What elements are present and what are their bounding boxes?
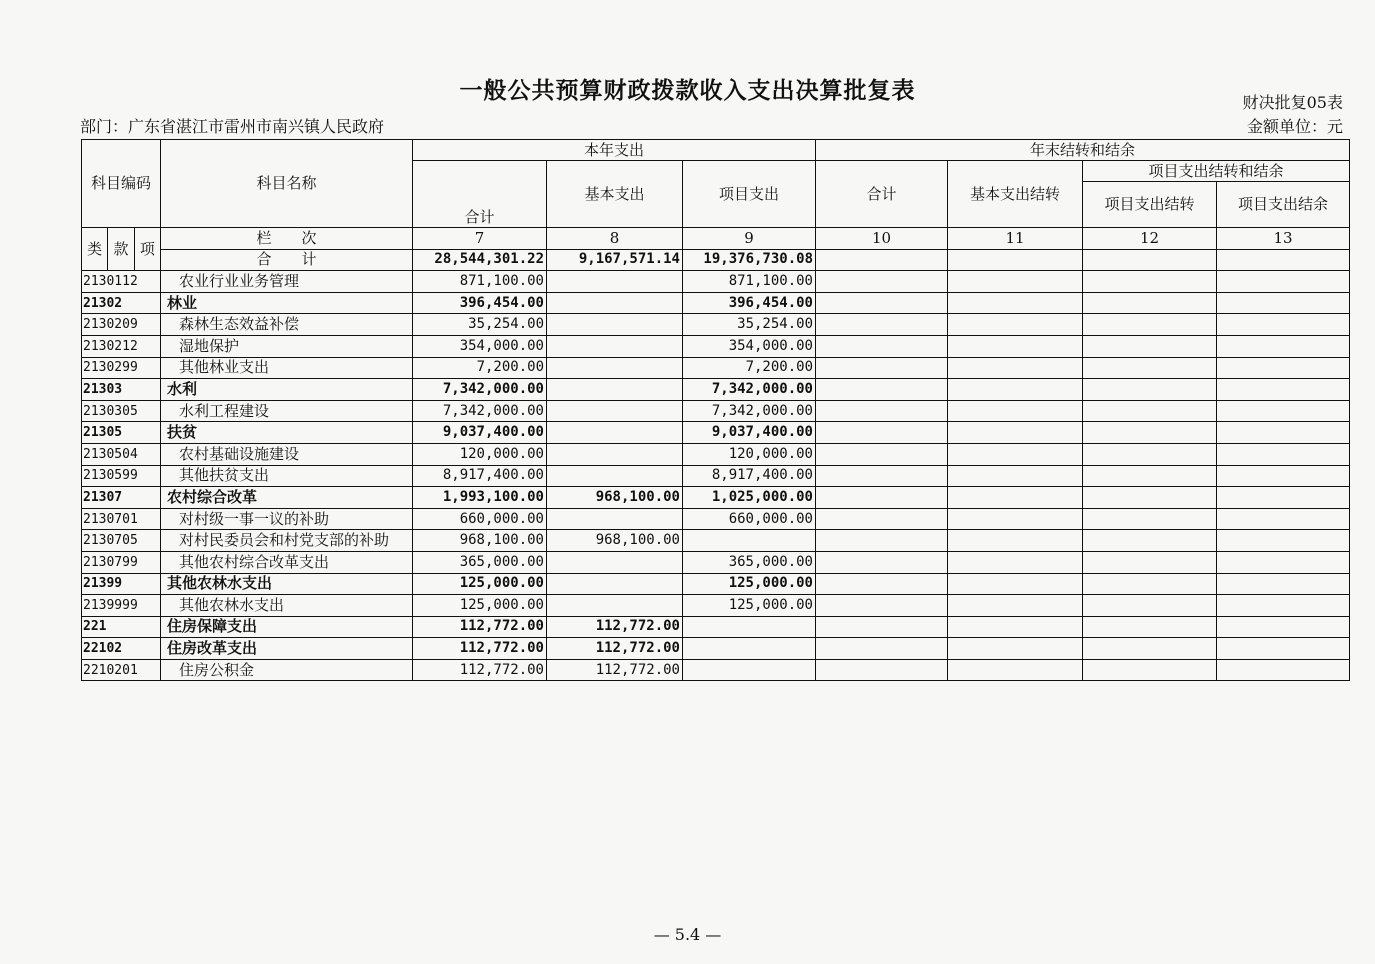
row-total: 1,993,100.00 xyxy=(413,487,547,509)
department-label: 部门：广东省湛江市雷州市南兴镇人民政府 xyxy=(80,117,385,136)
budget-table xyxy=(81,139,1350,681)
row-basic xyxy=(547,465,683,487)
row-ye-surplus xyxy=(1217,379,1350,401)
row-total: 120,000.00 xyxy=(413,443,547,465)
row-ye-basic xyxy=(948,595,1083,617)
grand-total-basic: 9,167,571.14 xyxy=(547,249,683,271)
lei-label: 类 xyxy=(82,228,108,270)
page-title: 一般公共预算财政拨款收入支出决算批复表 xyxy=(459,77,916,104)
row-ye-total xyxy=(816,271,948,293)
row-project: 365,000.00 xyxy=(683,551,816,573)
row-total: 9,037,400.00 xyxy=(413,422,547,444)
row-ye-total xyxy=(816,530,948,552)
row-total: 660,000.00 xyxy=(413,508,547,530)
row-ye-carry xyxy=(1083,638,1217,660)
row-ye-total xyxy=(816,508,948,530)
row-ye-total xyxy=(816,487,948,509)
amount-unit-label: 金额单位：元 xyxy=(1246,117,1343,136)
row-project: 9,037,400.00 xyxy=(683,422,816,444)
row-ye-carry xyxy=(1083,616,1217,638)
row-total: 35,254.00 xyxy=(413,314,547,336)
row-ye-total xyxy=(816,659,948,681)
row-ye-carry xyxy=(1083,422,1217,444)
row-name: 住房改革支出 xyxy=(161,638,413,660)
grand-total-ye-carry xyxy=(1083,249,1217,271)
row-ye-surplus xyxy=(1217,400,1350,422)
col-number-12: 12 xyxy=(1083,228,1217,250)
row-ye-surplus xyxy=(1217,335,1350,357)
row-name: 水利工程建设 xyxy=(161,400,413,422)
row-ye-carry xyxy=(1083,335,1217,357)
row-name: 对村民委员会和村党支部的补助 xyxy=(161,530,413,552)
row-name: 对村级一事一议的补助 xyxy=(161,508,413,530)
row-project xyxy=(683,659,816,681)
row-name: 水利 xyxy=(161,379,413,401)
lanci-label: 栏 次 xyxy=(161,228,413,250)
row-project: 354,000.00 xyxy=(683,335,816,357)
table-row xyxy=(82,616,1350,638)
row-ye-total xyxy=(816,335,948,357)
row-basic xyxy=(547,357,683,379)
row-name: 其他农村综合改革支出 xyxy=(161,551,413,573)
row-ye-surplus xyxy=(1217,573,1350,595)
row-code: 22102 xyxy=(82,638,161,660)
row-project: 1,025,000.00 xyxy=(683,487,816,509)
row-ye-surplus xyxy=(1217,638,1350,660)
row-basic xyxy=(547,335,683,357)
row-project: 125,000.00 xyxy=(683,573,816,595)
row-ye-surplus xyxy=(1217,616,1350,638)
row-project xyxy=(683,530,816,552)
row-code: 2130305 xyxy=(82,400,161,422)
row-ye-basic xyxy=(948,616,1083,638)
row-ye-surplus xyxy=(1217,551,1350,573)
row-project: 7,200.00 xyxy=(683,357,816,379)
row-total: 968,100.00 xyxy=(413,530,547,552)
row-total: 8,917,400.00 xyxy=(413,465,547,487)
row-project: 35,254.00 xyxy=(683,314,816,336)
row-ye-surplus xyxy=(1217,292,1350,314)
col-number-8: 8 xyxy=(547,228,683,250)
row-ye-basic xyxy=(948,551,1083,573)
row-ye-total xyxy=(816,595,948,617)
row-ye-carry xyxy=(1083,508,1217,530)
row-total: 7,200.00 xyxy=(413,357,547,379)
row-ye-carry xyxy=(1083,292,1217,314)
row-total: 125,000.00 xyxy=(413,595,547,617)
row-code: 21303 xyxy=(82,379,161,401)
row-ye-basic xyxy=(948,400,1083,422)
lei-kuan-xiang xyxy=(82,228,161,271)
table-row xyxy=(82,400,1350,422)
row-ye-surplus xyxy=(1217,422,1350,444)
row-code: 2130299 xyxy=(82,357,161,379)
row-ye-surplus xyxy=(1217,508,1350,530)
row-ye-carry xyxy=(1083,551,1217,573)
row-code: 2130701 xyxy=(82,508,161,530)
row-ye-total xyxy=(816,422,948,444)
row-ye-carry xyxy=(1083,659,1217,681)
row-ye-total xyxy=(816,379,948,401)
row-name: 其他农林水支出 xyxy=(161,595,413,617)
row-ye-basic xyxy=(948,508,1083,530)
row-ye-surplus xyxy=(1217,443,1350,465)
row-ye-carry xyxy=(1083,530,1217,552)
row-total: 354,000.00 xyxy=(413,335,547,357)
page-number: — 5.4 — xyxy=(653,925,722,944)
header-basic: 基本支出 xyxy=(547,161,683,228)
row-basic xyxy=(547,551,683,573)
row-ye-carry xyxy=(1083,487,1217,509)
row-ye-surplus xyxy=(1217,659,1350,681)
row-basic: 968,100.00 xyxy=(547,530,683,552)
row-basic xyxy=(547,314,683,336)
row-code: 2130799 xyxy=(82,551,161,573)
row-code: 21399 xyxy=(82,573,161,595)
row-code: 2139999 xyxy=(82,595,161,617)
xiang-label: 项 xyxy=(139,239,155,258)
row-basic xyxy=(547,508,683,530)
col-number-7: 7 xyxy=(413,228,547,250)
grand-total-ye-basic xyxy=(948,249,1083,271)
row-ye-carry xyxy=(1083,314,1217,336)
header-name: 科目名称 xyxy=(161,140,413,228)
row-ye-basic xyxy=(948,422,1083,444)
row-code: 2130705 xyxy=(82,530,161,552)
header-year-end: 年末结转和结余 xyxy=(816,140,1350,161)
row-ye-total xyxy=(816,292,948,314)
row-total: 125,000.00 xyxy=(413,573,547,595)
row-ye-surplus xyxy=(1217,314,1350,336)
row-ye-carry xyxy=(1083,573,1217,595)
row-basic xyxy=(547,379,683,401)
row-basic xyxy=(547,400,683,422)
row-ye-total xyxy=(816,551,948,573)
row-ye-carry xyxy=(1083,357,1217,379)
row-ye-basic xyxy=(948,292,1083,314)
row-ye-total xyxy=(816,443,948,465)
row-ye-total xyxy=(816,573,948,595)
row-ye-basic xyxy=(948,357,1083,379)
row-basic: 112,772.00 xyxy=(547,659,683,681)
row-ye-surplus xyxy=(1217,271,1350,293)
row-code: 2130112 xyxy=(82,271,161,293)
grand-total-ye-surplus xyxy=(1217,249,1350,271)
row-ye-basic xyxy=(948,443,1083,465)
row-ye-surplus xyxy=(1217,465,1350,487)
table-row xyxy=(82,422,1350,444)
header-project: 项目支出 xyxy=(683,161,816,228)
table-row xyxy=(82,573,1350,595)
row-ye-carry xyxy=(1083,465,1217,487)
header-this-year: 本年支出 xyxy=(413,140,816,161)
row-ye-basic xyxy=(948,271,1083,293)
row-ye-total xyxy=(816,465,948,487)
row-name: 扶贫 xyxy=(161,422,413,444)
row-basic: 112,772.00 xyxy=(547,616,683,638)
row-total: 112,772.00 xyxy=(413,659,547,681)
row-ye-surplus xyxy=(1217,487,1350,509)
row-ye-surplus xyxy=(1217,357,1350,379)
col-number-11: 11 xyxy=(948,228,1083,250)
table-row xyxy=(82,551,1350,573)
row-ye-surplus xyxy=(1217,595,1350,617)
table-row xyxy=(82,530,1350,552)
row-total: 7,342,000.00 xyxy=(413,400,547,422)
row-name: 其他林业支出 xyxy=(161,357,413,379)
row-code: 2210201 xyxy=(82,659,161,681)
row-name: 林业 xyxy=(161,292,413,314)
table-row xyxy=(82,379,1350,401)
header-ye-basic: 基本支出结转 xyxy=(948,161,1083,228)
row-ye-total xyxy=(816,616,948,638)
col-number-13: 13 xyxy=(1217,228,1350,250)
table-row xyxy=(82,443,1350,465)
row-total: 365,000.00 xyxy=(413,551,547,573)
grand-total-project: 19,376,730.08 xyxy=(683,249,816,271)
row-ye-total xyxy=(816,314,948,336)
row-total: 7,342,000.00 xyxy=(413,379,547,401)
table-row xyxy=(82,638,1350,660)
row-total: 396,454.00 xyxy=(413,292,547,314)
row-code: 2130599 xyxy=(82,465,161,487)
row-code: 2130212 xyxy=(82,335,161,357)
row-code: 21302 xyxy=(82,292,161,314)
row-ye-basic xyxy=(948,638,1083,660)
row-name: 其他农林水支出 xyxy=(161,573,413,595)
row-basic: 968,100.00 xyxy=(547,487,683,509)
row-name: 农业行业业务管理 xyxy=(161,271,413,293)
row-ye-total xyxy=(816,400,948,422)
row-code: 21307 xyxy=(82,487,161,509)
row-ye-basic xyxy=(948,465,1083,487)
row-project: 660,000.00 xyxy=(683,508,816,530)
row-ye-carry xyxy=(1083,443,1217,465)
row-project: 8,917,400.00 xyxy=(683,465,816,487)
row-ye-carry xyxy=(1083,271,1217,293)
row-project: 125,000.00 xyxy=(683,595,816,617)
row-basic xyxy=(547,595,683,617)
header-ye-total: 合计 xyxy=(816,161,948,228)
row-name: 住房保障支出 xyxy=(161,616,413,638)
row-ye-basic xyxy=(948,335,1083,357)
row-basic: 112,772.00 xyxy=(547,638,683,660)
row-ye-basic xyxy=(948,379,1083,401)
row-total: 112,772.00 xyxy=(413,616,547,638)
col-number-9: 9 xyxy=(683,228,816,250)
row-ye-basic xyxy=(948,314,1083,336)
row-total: 871,100.00 xyxy=(413,271,547,293)
row-name: 森林生态效益补偿 xyxy=(161,314,413,336)
row-ye-carry xyxy=(1083,595,1217,617)
row-ye-surplus xyxy=(1217,530,1350,552)
row-project xyxy=(683,638,816,660)
header-ye-project-carry: 项目支出结转 xyxy=(1083,182,1217,228)
heji-label: 合 计 xyxy=(161,249,413,271)
row-basic xyxy=(547,292,683,314)
row-code: 2130209 xyxy=(82,314,161,336)
row-name: 农村综合改革 xyxy=(161,487,413,509)
row-ye-basic xyxy=(948,659,1083,681)
header-ye-project: 项目支出结转和结余 xyxy=(1083,161,1350,182)
table-row xyxy=(82,292,1350,314)
form-number: 财决批复05表 xyxy=(1242,93,1343,112)
row-ye-basic xyxy=(948,487,1083,509)
row-project: 7,342,000.00 xyxy=(683,379,816,401)
row-ye-basic xyxy=(948,530,1083,552)
table-row xyxy=(82,271,1350,293)
row-ye-total xyxy=(816,638,948,660)
row-name: 其他扶贫支出 xyxy=(161,465,413,487)
table-row xyxy=(82,487,1350,509)
table-row xyxy=(82,595,1350,617)
row-project: 7,342,000.00 xyxy=(683,400,816,422)
row-code: 2130504 xyxy=(82,443,161,465)
row-project: 871,100.00 xyxy=(683,271,816,293)
grand-total-ye-total xyxy=(816,249,948,271)
table-row xyxy=(82,659,1350,681)
row-project: 396,454.00 xyxy=(683,292,816,314)
grand-total-total: 28,544,301.22 xyxy=(413,249,547,271)
table-row xyxy=(82,357,1350,379)
kuan-label: 款 xyxy=(108,228,134,270)
row-code: 21305 xyxy=(82,422,161,444)
row-ye-carry xyxy=(1083,400,1217,422)
row-name: 住房公积金 xyxy=(161,659,413,681)
row-project: 120,000.00 xyxy=(683,443,816,465)
row-basic xyxy=(547,573,683,595)
table-row xyxy=(82,314,1350,336)
row-code: 221 xyxy=(82,616,161,638)
row-project xyxy=(683,616,816,638)
row-ye-total xyxy=(816,357,948,379)
row-total: 112,772.00 xyxy=(413,638,547,660)
row-ye-carry xyxy=(1083,379,1217,401)
table-row xyxy=(82,335,1350,357)
header-ye-project-surplus: 项目支出结余 xyxy=(1217,182,1350,228)
table-row xyxy=(82,508,1350,530)
row-ye-basic xyxy=(948,573,1083,595)
row-name: 农村基础设施建设 xyxy=(161,443,413,465)
row-basic xyxy=(547,422,683,444)
header-total: 合计 xyxy=(413,161,547,228)
row-name: 湿地保护 xyxy=(161,335,413,357)
table-row xyxy=(82,465,1350,487)
col-number-10: 10 xyxy=(816,228,948,250)
row-basic xyxy=(547,443,683,465)
header-code: 科目编码 xyxy=(82,140,161,228)
row-basic xyxy=(547,271,683,293)
